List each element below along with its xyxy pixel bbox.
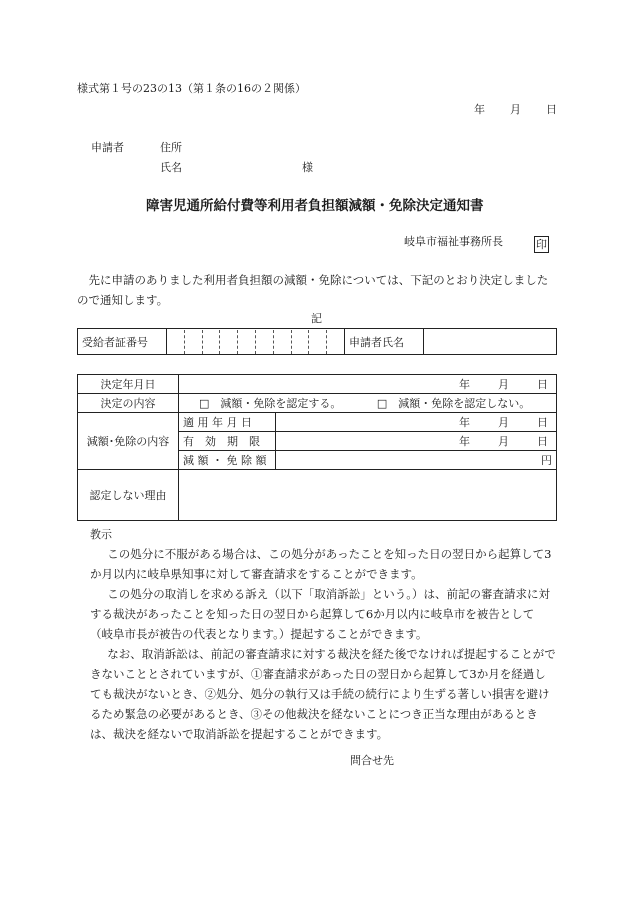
decision-content-label: 決定の内容	[78, 394, 179, 413]
date-month: 月	[510, 103, 521, 116]
yen-unit: 円	[541, 454, 552, 467]
reason-field[interactable]	[179, 470, 557, 521]
apply-date-label: 適 用 年 月 日	[179, 413, 276, 432]
recipient-no-label: 受給者証番号	[78, 329, 167, 355]
applicant-label: 申請者	[91, 141, 124, 154]
apply-date-field[interactable]	[276, 413, 557, 432]
recipient-no-field[interactable]	[167, 329, 345, 355]
decision-date-label: 決定年月日	[78, 375, 179, 394]
reduction-label: 減額･免除の内容	[78, 413, 179, 470]
decision-content-field	[179, 394, 557, 413]
amount-field[interactable]	[276, 451, 557, 470]
intro-text: 先に申請のありました利用者負担額の減額・免除については、下記のとおり決定しましたので通知します。	[77, 273, 549, 307]
applicant-name-label: 申請者氏名	[345, 329, 424, 355]
decision-month: 月	[498, 378, 509, 391]
apply-day: 日	[537, 416, 548, 429]
form-number: 様式第１号の23の13（第１条の16の２関係）	[77, 82, 306, 95]
apply-month: 月	[498, 416, 509, 429]
decision-date-field[interactable]	[179, 375, 557, 394]
address-label: 住所	[160, 141, 182, 154]
recipient-table	[77, 328, 557, 355]
valid-period-label: 有 効 期 限	[179, 432, 276, 451]
date-year: 年	[474, 103, 485, 116]
valid-day: 日	[537, 435, 548, 448]
applicant-name-field[interactable]	[424, 329, 557, 355]
reason-label: 認定しない理由	[78, 470, 179, 521]
apply-year: 年	[459, 416, 470, 429]
amount-label: 減 額 ・ 免 除 額	[179, 451, 276, 470]
contact-label: 問合せ先	[350, 754, 394, 767]
document-title: 障害児通所給付費等利用者負担額減額・免除決定通知書	[146, 198, 484, 214]
decision-year: 年	[459, 378, 470, 391]
date-day: 日	[546, 103, 557, 116]
valid-year: 年	[459, 435, 470, 448]
notice-paragraph-2: この処分の取消しを求める訴え（以下「取消訴訟」という。）は、前記の審査請求に対する裁決があったことを知った日の翌日から起算して6か月以内に岐阜市を被告として（岐阜市長が被告の代表となります。）提起することができます。	[90, 587, 550, 641]
issuer-name: 岐阜市福祉事務所長	[404, 235, 503, 248]
ki-label: 記	[311, 312, 322, 325]
valid-month: 月	[498, 435, 509, 448]
notice-paragraph-3: なお、取消訴訟は、前記の審査請求に対する裁決を経た後でなければ提起することができないこととされていますが、①審査請求があった日の翌日から起算して3か月を経過しても裁決がないとき、②処分、処分の執行又は手続の続行により生ずる著しい損害を避けるため緊急の必要があるとき、③その他裁決を経ないことにつき正当な理由があるときは、裁決を経ないで取消訴訟を提起することができます。	[90, 647, 556, 741]
seal-mark: 印	[536, 238, 547, 251]
honorific: 様	[302, 161, 313, 174]
option-approve-checkbox[interactable]: □ 減額・免除を認定する。	[199, 397, 342, 410]
decision-day: 日	[537, 378, 548, 391]
option-reject-checkbox[interactable]: □ 減額・免除を認定しない。	[376, 397, 531, 410]
valid-period-field[interactable]	[276, 432, 557, 451]
notice-heading: 教示	[90, 528, 112, 541]
seal-box	[534, 233, 549, 253]
name-label: 氏名	[160, 161, 182, 174]
decision-table	[77, 374, 557, 521]
notice-paragraph-1: この処分に不服がある場合は、この処分があったことを知った日の翌日から起算して3か月以内に岐阜県知事に対して審査請求をすることができます。	[90, 547, 552, 581]
notice-body	[90, 544, 556, 744]
